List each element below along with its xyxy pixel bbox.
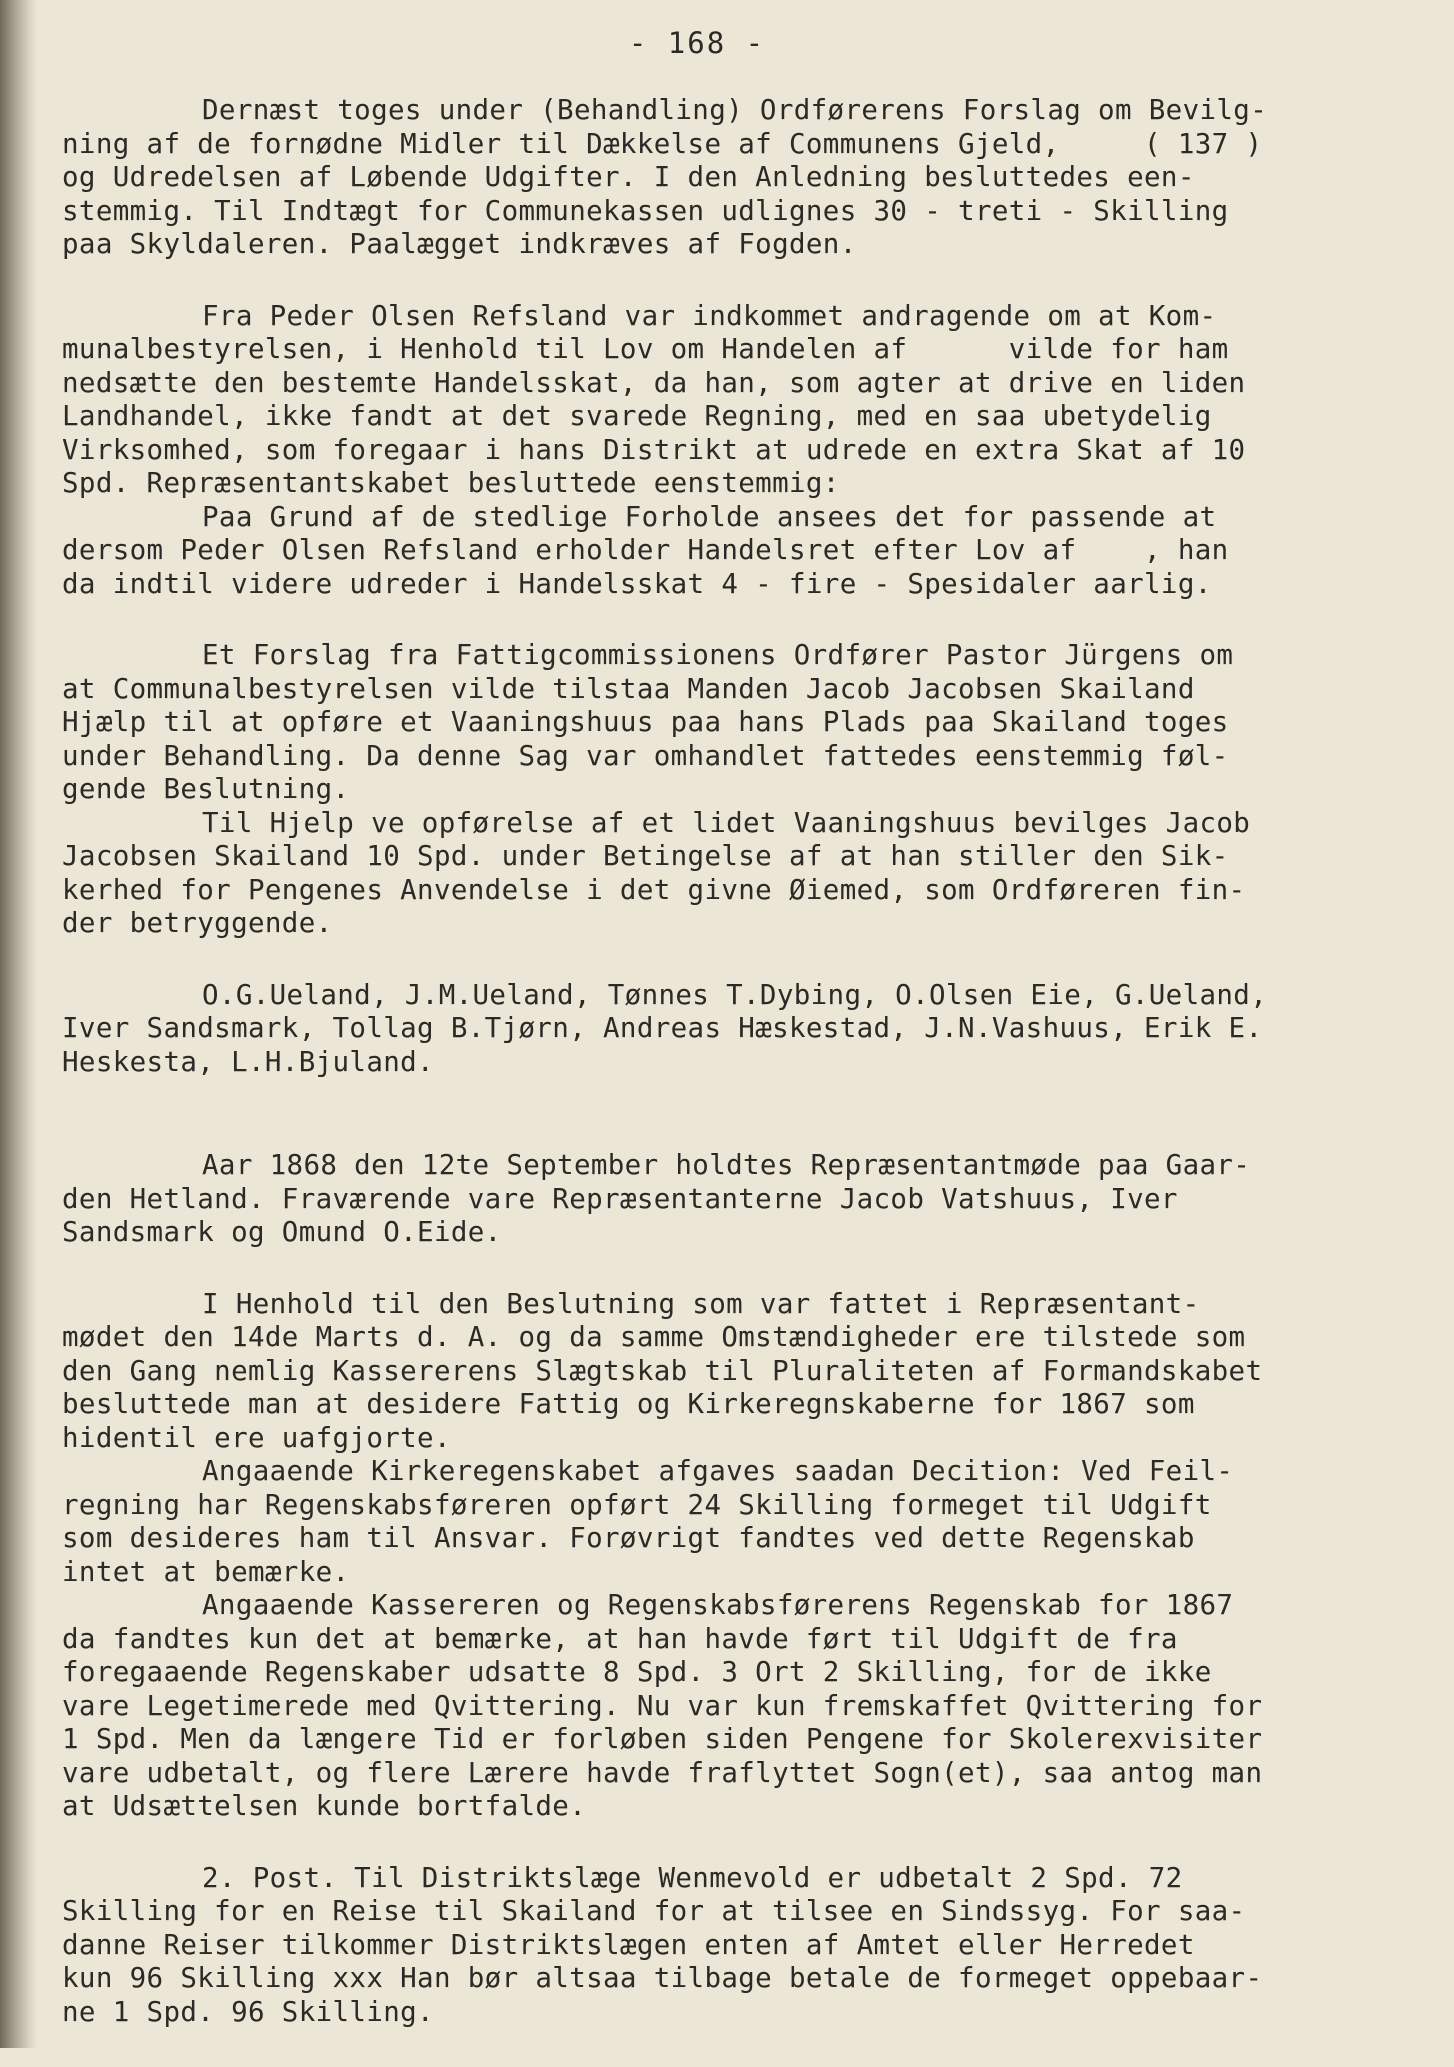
text-line: regning har Regenskabsføreren opført 24 Skilling formeget til Udgift xyxy=(62,1488,1212,1521)
paragraph-debt-proposal xyxy=(62,94,1422,262)
text-line: Skilling for en Reise til Skailand for at tilsee en Sindssyg. For saa- xyxy=(62,1895,1246,1927)
text-line: Jacobsen Skailand 10 Spd. under Betingelse af at han stiller den Sik- xyxy=(62,840,1229,872)
paragraph-meeting-record xyxy=(62,1149,1422,1250)
text-line: den Gang nemlig Kassererens Slægtskab til Pluraliteten af Formandskabet xyxy=(62,1354,1263,1387)
text-line: stemmig. Til Indtægt for Communekassen udlignes 30 - treti - Skilling xyxy=(62,194,1229,227)
text-line: da indtil videre udreder i Handelsskat 4 - fire - Spesidaler aarlig. xyxy=(62,567,1212,600)
text-line: Spd. Repræsentantskabet besluttede eenstemmig: xyxy=(62,467,840,499)
paragraph-skailand-housing-aid xyxy=(62,639,1422,941)
text-line: at Udsættelsen kunde bortfalde. xyxy=(62,1790,587,1822)
paragraph-refsland-trade-tax xyxy=(62,300,1422,602)
document-page xyxy=(62,26,1422,2067)
text-line: Angaaende Kirkeregenskabet afgaves saadan Decition: Ved Feil- xyxy=(202,1455,1234,1487)
text-line: under Behandling. Da denne Sag var omhandlet fattedes eenstemmig føl- xyxy=(62,739,1229,772)
text-line: Landhandel, ikke fandt at det svarede Regning, med en saa ubetydelig xyxy=(62,400,1212,432)
text-line: Iver Sandsmark, Tollag B.Tjørn, Andreas Hæskestad, J.N.Vashuus, Erik E. xyxy=(62,1012,1263,1044)
text-line: danne Reiser tilkommer Distriktslægen enten af Amtet eller Herredet xyxy=(62,1928,1195,1961)
text-line: 2. Post. Til Distriktslæge Wenmevold er udbetalt 2 Spd. 72 xyxy=(202,1861,1183,1894)
text-line: og Udredelsen af Løbende Udgifter. I den Anledning besluttedes een- xyxy=(62,161,1195,193)
text-line: mødet den 14de Marts d. A. og da samme Omstændigheder ere tilstede som xyxy=(62,1321,1246,1353)
text-line: nedsætte den bestemte Handelsskat, da han, som agter at drive en liden xyxy=(62,366,1246,399)
text-line: munalbestyrelsen, i Henhold til Lov om Handelen af vilde for ham xyxy=(62,333,1229,365)
text-line: hidentil ere uafgjorte. xyxy=(62,1421,451,1454)
text-line: at Communalbestyrelsen vilde tilstaa Manden Jacob Jacobsen Skailand xyxy=(62,672,1195,705)
paragraph-accounts-decision xyxy=(62,1288,1422,1824)
text-line: Hjælp til at opføre et Vaaningshuus paa hans Plads paa Skailand toges xyxy=(62,706,1229,738)
text-line: foregaaende Regenskaber udsatte 8 Spd. 3 Ort 2 Skilling, for de ikke xyxy=(62,1656,1212,1688)
text-line: Dernæst toges under (Behandling) Ordførerens Forslag om Bevilg- xyxy=(202,94,1268,126)
text-line: Et Forslag fra Fattigcommissionens Ordfører Pastor Jürgens om xyxy=(202,639,1234,671)
text-line: kun 96 Skilling xxx Han bør altsaa tilbage betale de formeget oppebaar- xyxy=(62,1962,1263,1994)
text-line: ning af de fornødne Midler til Dækkelse af Communens Gjeld, ( 137 ) xyxy=(62,127,1263,160)
text-line: Paa Grund af de stedlige Forholde ansees det for passende at xyxy=(202,500,1217,533)
text-line: Virksomhed, som foregaar i hans Distrikt at udrede en extra Skat af 10 xyxy=(62,433,1246,466)
signature-list xyxy=(62,979,1422,1080)
book-binding-shadow xyxy=(0,0,38,2048)
text-line: Angaaende Kassereren og Regenskabsførerens Regenskab for 1867 xyxy=(202,1589,1234,1621)
text-line: Sandsmark og Omund O.Eide. xyxy=(62,1216,502,1248)
text-line: O.G.Ueland, J.M.Ueland, Tønnes T.Dybing, O.Olsen Eie, G.Ueland, xyxy=(202,978,1268,1011)
text-line: intet at bemærke. xyxy=(62,1555,350,1588)
text-line: kerhed for Pengenes Anvendelse i det givne Øiemed, som Ordføreren fin- xyxy=(62,873,1246,906)
text-line: Fra Peder Olsen Refsland var indkommet andragende om at Kom- xyxy=(202,299,1217,332)
text-line: der betryggende. xyxy=(62,907,333,939)
text-line: 1 Spd. Men da længere Tid er forløben siden Pengene for Skolerexvisiter xyxy=(62,1723,1263,1755)
text-line: da fandtes kun det at bemærke, at han havde ført til Udgift de fra xyxy=(62,1622,1178,1655)
page-number: - 168 - xyxy=(628,26,766,60)
text-line: ne 1 Spd. 96 Skilling. xyxy=(62,1995,434,2028)
text-line: dersom Peder Olsen Refsland erholder Handelsret efter Lov af , han xyxy=(62,534,1229,566)
text-line: Til Hjelp ve opførelse af et lidet Vaaningshuus bevilges Jacob xyxy=(202,806,1251,839)
text-line: Aar 1868 den 12te September holdtes Repræsentantmøde paa Gaar- xyxy=(202,1149,1251,1181)
text-line: som desideres ham til Ansvar. Forøvrigt fandtes ved dette Regenskab xyxy=(62,1522,1195,1554)
paragraph-district-doctor xyxy=(62,1862,1422,2030)
text-line: besluttede man at desidere Fattig og Kirkeregnskaberne for 1867 som xyxy=(62,1388,1195,1420)
text-line: paa Skyldaleren. Paalægget indkræves af Fogden. xyxy=(62,228,857,260)
text-line: Heskesta, L.H.Bjuland. xyxy=(62,1045,434,1078)
text-line: gende Beslutning. xyxy=(62,773,350,805)
text-line: den Hetland. Fraværende vare Repræsentanterne Jacob Vatshuus, Iver xyxy=(62,1182,1178,1215)
text-line: vare udbetalt, og flere Lærere havde fraflyttet Sogn(et), saa antog man xyxy=(62,1756,1263,1789)
text-line: I Henhold til den Beslutning som var fattet i Repræsentant- xyxy=(202,1287,1200,1320)
text-line: vare Legetimerede med Qvittering. Nu var kun fremskaffet Qvittering for xyxy=(62,1689,1263,1722)
